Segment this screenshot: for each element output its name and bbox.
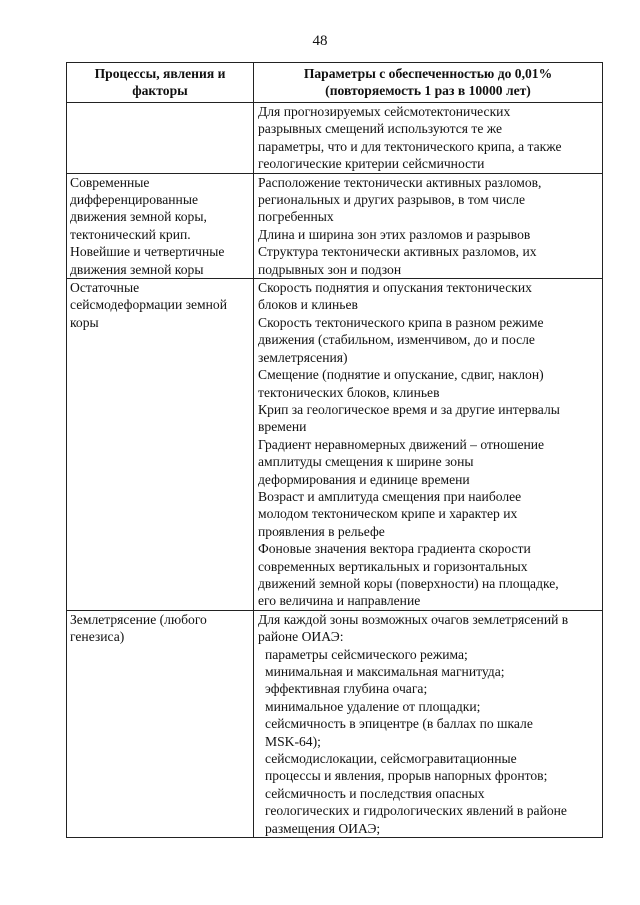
process-line: коры <box>70 314 99 330</box>
parameter-line: современных вертикальных и горизонтальных <box>258 558 528 574</box>
parameter-line: минимальная и максимальная магнитуда; <box>265 664 505 679</box>
parameter-line: эффективная глубина очага; <box>265 681 428 697</box>
process-cell <box>67 610 254 837</box>
parameter-line: движений земной коры (поверхности) на площадке, <box>258 575 559 591</box>
process-line: тектонический крип. <box>70 226 191 242</box>
parameter-line: Скорость тектонического крипа в разном режиме <box>258 314 544 330</box>
parameter-line: движения (стабильном, изменчивом, до и после <box>258 332 535 348</box>
process-line: генезиса) <box>70 629 125 645</box>
header-line: Процессы, явления и <box>94 66 226 81</box>
header-line: Параметры с обеспеченностью до 0,01% <box>303 66 553 81</box>
parameter-line: тектонических блоков, клиньев <box>258 384 440 400</box>
parameter-line: сейсмичность в эпицентре (в баллах по шкале <box>265 716 533 732</box>
parameter-line: землетрясения) <box>258 349 348 365</box>
parameter-line: деформирования и единице времени <box>258 471 470 487</box>
process-line: Новейшие и четвертичные <box>70 244 225 260</box>
table-row <box>67 610 603 837</box>
parameter-line: амплитуды смещения к ширине зоны <box>258 454 474 470</box>
parameter-line: MSK-64); <box>265 733 321 749</box>
table-row <box>67 103 603 174</box>
parameter-line: Длина и ширина зон этих разломов и разрывов <box>258 226 531 242</box>
parameter-line: Скорость поднятия и опускания тектонических <box>258 280 532 296</box>
parameter-line: Для каждой зоны возможных очагов землетрясений в <box>258 611 569 627</box>
parameter-line: параметры, что и для тектонического крипа, а также <box>258 138 562 154</box>
parameter-line: геологические критерии сейсмичности <box>258 156 485 172</box>
table-row <box>67 173 603 278</box>
parameter-line: его величина и направление <box>258 593 421 609</box>
parameter-line: Смещение (поднятие и опускание, сдвиг, наклон) <box>258 367 544 383</box>
parameter-line: Градиент неравномерных движений – отношение <box>258 436 545 452</box>
process-line: Остаточные <box>70 280 140 296</box>
process-line: движения земной коры <box>70 261 204 277</box>
parameter-line: проявления в рельефе <box>258 523 385 539</box>
parameter-cell <box>254 610 603 837</box>
parameter-line: Структура тектонически активных разломов, их <box>258 244 537 260</box>
parameter-line: Фоновые значения вектора градиента скорости <box>258 541 531 557</box>
table-header-row <box>67 63 603 103</box>
parameter-line: параметры сейсмического режима; <box>265 646 468 662</box>
parameter-line: времени <box>258 419 307 435</box>
parameter-line: региональных и других разрывов, в том числе <box>258 192 526 208</box>
parameter-line: размещения ОИАЭ; <box>265 820 381 836</box>
process-cell <box>67 103 254 174</box>
parameter-line: блоков и клиньев <box>258 297 358 313</box>
parameters-table <box>66 62 603 838</box>
header-parameters <box>254 63 603 103</box>
process-cell <box>67 173 254 278</box>
parameter-line: молодом тектоническом крипе и характер их <box>258 506 518 522</box>
parameter-line: процессы и явления, прорыв напорных фронтов; <box>265 768 548 784</box>
parameter-line: районе ОИАЭ: <box>258 629 344 645</box>
parameter-line: сейсмодислокации, сейсмогравитационные <box>265 751 517 767</box>
page-number: 48 <box>312 33 328 49</box>
parameter-line: минимальное удаление от площадки; <box>265 698 481 714</box>
process-line: сейсмодеформации земной <box>70 297 227 313</box>
header-processes <box>67 63 254 103</box>
parameter-cell <box>254 173 603 278</box>
process-line: Землетрясение (любого <box>70 611 207 627</box>
parameter-line: подрывных зон и подзон <box>258 261 402 277</box>
parameter-cell <box>254 103 603 174</box>
header-line: (повторяемость 1 раз в 10000 лет) <box>325 83 531 98</box>
process-line: дифференцированные <box>70 192 198 208</box>
parameter-line: Для прогнозируемых сейсмотектонических <box>258 104 511 119</box>
header-line: факторы <box>132 83 188 98</box>
parameter-line: Расположение тектонически активных разломов, <box>258 174 542 190</box>
table-row <box>67 279 603 611</box>
process-cell <box>67 279 254 611</box>
parameter-line: геологических и гидрологических явлений в районе <box>265 803 567 819</box>
parameter-line: погребенных <box>258 209 334 225</box>
process-line: движения земной коры, <box>70 209 207 225</box>
parameter-line: Крип за геологическое время и за другие интервалы <box>258 401 560 417</box>
parameter-line: Возраст и амплитуда смещения при наиболее <box>258 488 522 504</box>
process-line: Современные <box>70 174 150 190</box>
parameter-cell <box>254 279 603 611</box>
parameter-line: сейсмичность и последствия опасных <box>265 785 485 801</box>
parameter-line: разрывных смещений используются те же <box>258 121 502 137</box>
